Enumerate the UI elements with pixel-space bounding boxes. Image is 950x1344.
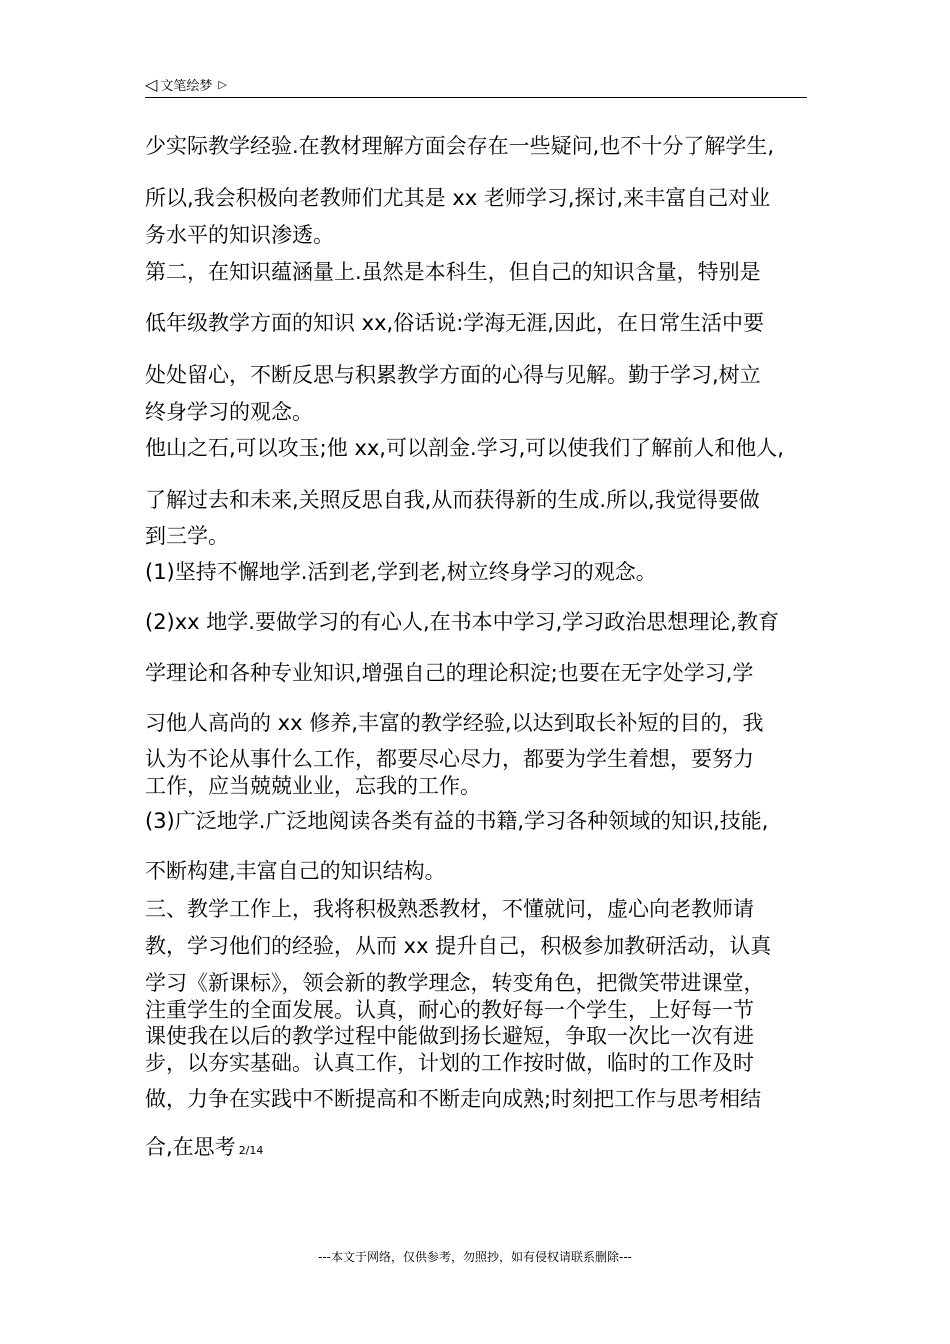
page-header [145, 72, 807, 98]
text-line: 务水平的知识渗透。 [145, 223, 334, 247]
text-line: 低年级教学方面的知识 xx,俗话说:学海无涯,因此，在日常生活中要 [145, 311, 764, 335]
text-line: 做，力争在实践中不断提高和不断走向成熟;时刻把工作与思考相结 [145, 1087, 762, 1111]
brand-text: 文笔绘梦 [160, 79, 213, 94]
page-number: 2/14 [238, 1144, 264, 1157]
text-line: 他山之石,可以攻玉;他 xx,可以剖金.学习,可以使我们了解前人和他人, [145, 436, 784, 460]
text-line-last [145, 1134, 263, 1164]
text-line: (2)xx 地学.要做学习的有心人,在书本中学习,学习政治思想理论,教育 [145, 610, 779, 634]
text-line: 所以,我会积极向老教师们尤其是 xx 老师学习,探讨,来丰富自己对业 [145, 186, 771, 210]
text-line: 三、教学工作上，我将积极熟悉教材，不懂就问，虚心向老教师请 [145, 897, 754, 921]
text-line: 工作，应当兢兢业业，忘我的工作。 [145, 774, 481, 798]
text-line: 学习《新课标》，领会新的教学理念，转变角色，把微笑带进课堂， [145, 971, 765, 995]
text-line: 了解过去和未来,关照反思自我,从而获得新的生成.所以,我觉得要做 [145, 488, 760, 512]
text-line: (3)广泛地学.广泛地阅读各类有益的书籍,学习各种领域的知识,技能, [145, 809, 769, 833]
last-line-text: 合,在思考 [145, 1135, 236, 1159]
text-line: 注重学生的全面发展。认真，耐心的教好每一个学生，上好每一节 [145, 998, 754, 1022]
text-line: 第二，在知识蕴涵量上.虽然是本科生，但自己的知识含量，特别是 [145, 260, 761, 284]
text-line: 认为不论从事什么工作，都要尽心尽力，都要为学生着想，要努力 [145, 747, 754, 771]
text-line: 习他人高尚的 xx 修养,丰富的教学经验,以达到取长补短的目的，我 [145, 711, 764, 735]
text-line: (1)坚持不懈地学.活到老,学到老,树立终身学习的观念。 [145, 560, 657, 584]
text-line: 到三学。 [145, 524, 229, 548]
text-line: 课使我在以后的教学过程中能做到扬长避短，争取一次比一次有进 [145, 1024, 754, 1048]
triangle-left-icon: ◁ [145, 74, 158, 94]
text-line: 处处留心，不断反思与积累教学方面的心得与见解。勤于学习,树立 [145, 363, 761, 387]
text-line: 学理论和各种专业知识,增强自己的理论积淀;也要在无字处学习,学 [145, 661, 754, 685]
text-line: 不断构建,丰富自己的知识结构。 [145, 859, 446, 883]
triangle-right-icon: ▷ [218, 78, 227, 91]
text-line: 少实际教学经验.在教材理解方面会存在一些疑问,也不十分了解学生, [145, 134, 775, 158]
text-line: 终身学习的观念。 [145, 400, 313, 424]
text-line: 步，以夯实基础。认真工作，计划的工作按时做，临时的工作及时 [145, 1051, 754, 1075]
page-footer: ---本文于网络，仅供参考，勿照抄，如有侵权请联系删除--- [318, 1250, 632, 1264]
header-brand [145, 75, 227, 94]
text-line: 教，学习他们的经验，从而 xx 提升自己，积极参加教研活动，认真 [145, 934, 772, 958]
